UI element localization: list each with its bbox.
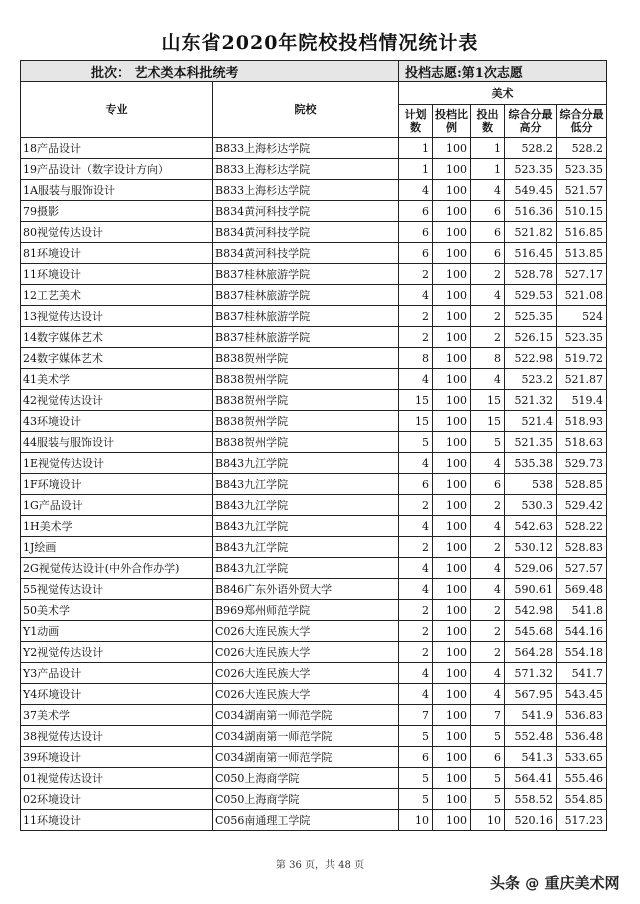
cell-min: 543.45: [557, 684, 607, 705]
cell-major: 19产品设计（数字设计方向）: [21, 159, 213, 180]
cell-max: 552.48: [505, 726, 557, 747]
header-row-1: [21, 82, 607, 105]
cell-out: 5: [471, 726, 505, 747]
table-row: [21, 621, 607, 642]
cell-out: 6: [471, 747, 505, 768]
cell-school: C026大连民族大学: [213, 663, 399, 684]
table-row: [21, 663, 607, 684]
cell-plan: 7: [399, 705, 433, 726]
batch-row: [21, 61, 607, 82]
cell-min: 533.65: [557, 747, 607, 768]
cell-ratio: 100: [433, 747, 471, 768]
cell-plan: 4: [399, 180, 433, 201]
table-row: [21, 474, 607, 495]
cell-ratio: 100: [433, 726, 471, 747]
cell-out: 6: [471, 474, 505, 495]
cell-major: 1G产品设计: [21, 495, 213, 516]
cell-min: 554.85: [557, 789, 607, 810]
cell-max: 522.98: [505, 348, 557, 369]
cell-max: 535.38: [505, 453, 557, 474]
cell-min: 521.57: [557, 180, 607, 201]
cell-major: 39环境设计: [21, 747, 213, 768]
cell-school: B838贺州学院: [213, 432, 399, 453]
cell-min: 554.18: [557, 642, 607, 663]
cell-min: 555.46: [557, 768, 607, 789]
cell-plan: 5: [399, 726, 433, 747]
cell-major: 79摄影: [21, 201, 213, 222]
cell-min: 536.83: [557, 705, 607, 726]
cell-max: 541.9: [505, 705, 557, 726]
cell-plan: 2: [399, 621, 433, 642]
cell-out: 5: [471, 789, 505, 810]
cell-ratio: 100: [433, 495, 471, 516]
cell-min: 541.8: [557, 600, 607, 621]
cell-plan: 15: [399, 390, 433, 411]
cell-ratio: 100: [433, 600, 471, 621]
cell-out: 5: [471, 432, 505, 453]
cell-ratio: 100: [433, 663, 471, 684]
cell-ratio: 100: [433, 705, 471, 726]
cell-max: 520.16: [505, 810, 557, 831]
cell-plan: 6: [399, 243, 433, 264]
cell-min: 528.85: [557, 474, 607, 495]
cell-min: 527.17: [557, 264, 607, 285]
cell-ratio: 100: [433, 285, 471, 306]
table-row: [21, 243, 607, 264]
cell-major: 1J绘画: [21, 537, 213, 558]
cell-major: 1E视觉传达设计: [21, 453, 213, 474]
cell-out: 4: [471, 558, 505, 579]
cell-out: 1: [471, 138, 505, 159]
cell-school: B833上海杉达学院: [213, 159, 399, 180]
cell-ratio: 100: [433, 201, 471, 222]
cell-min: 510.15: [557, 201, 607, 222]
cell-ratio: 100: [433, 516, 471, 537]
table-row: [21, 684, 607, 705]
cell-min: 518.63: [557, 432, 607, 453]
table-row: [21, 369, 607, 390]
cell-ratio: 100: [433, 327, 471, 348]
cell-plan: 2: [399, 600, 433, 621]
cell-major: 1A服装与服饰设计: [21, 180, 213, 201]
header-ratio: 投档比例: [433, 105, 471, 138]
cell-max: 526.15: [505, 327, 557, 348]
cell-min: 527.57: [557, 558, 607, 579]
cell-max: 530.3: [505, 495, 557, 516]
table-row: [21, 705, 607, 726]
table-row: [21, 558, 607, 579]
table-row: [21, 264, 607, 285]
cell-out: 8: [471, 348, 505, 369]
header-max: 综合分最高分: [505, 105, 557, 138]
table-row: [21, 579, 607, 600]
cell-max: 516.36: [505, 201, 557, 222]
cell-school: B846广东外语外贸大学: [213, 579, 399, 600]
header-major: 专业: [21, 82, 213, 138]
cell-min: 521.87: [557, 369, 607, 390]
cell-max: 516.45: [505, 243, 557, 264]
cell-max: 542.63: [505, 516, 557, 537]
cell-out: 6: [471, 222, 505, 243]
cell-major: 12工艺美术: [21, 285, 213, 306]
table-row: [21, 159, 607, 180]
cell-out: 4: [471, 285, 505, 306]
cell-plan: 6: [399, 222, 433, 243]
cell-max: 528.78: [505, 264, 557, 285]
cell-out: 4: [471, 663, 505, 684]
cell-plan: 2: [399, 537, 433, 558]
cell-plan: 4: [399, 285, 433, 306]
table-row: [21, 516, 607, 537]
cell-ratio: 100: [433, 411, 471, 432]
table-row: [21, 138, 607, 159]
cell-out: 4: [471, 369, 505, 390]
cell-major: 13视觉传达设计: [21, 306, 213, 327]
cell-major: 80视觉传达设计: [21, 222, 213, 243]
table-row: [21, 768, 607, 789]
cell-ratio: 100: [433, 621, 471, 642]
cell-ratio: 100: [433, 390, 471, 411]
watermark-prefix: 头条: [490, 874, 521, 892]
cell-plan: 8: [399, 348, 433, 369]
cell-min: 516.85: [557, 222, 607, 243]
watermark: [490, 872, 620, 893]
cell-school: B837桂林旅游学院: [213, 264, 399, 285]
cell-out: 15: [471, 411, 505, 432]
cell-out: 4: [471, 684, 505, 705]
cell-major: 81环境设计: [21, 243, 213, 264]
cell-max: 558.52: [505, 789, 557, 810]
cell-out: 4: [471, 516, 505, 537]
cell-out: 2: [471, 306, 505, 327]
cell-min: 544.16: [557, 621, 607, 642]
cell-school: C026大连民族大学: [213, 684, 399, 705]
cell-plan: 1: [399, 159, 433, 180]
cell-plan: 4: [399, 453, 433, 474]
cell-ratio: 100: [433, 789, 471, 810]
cell-school: C034湖南第一师范学院: [213, 705, 399, 726]
cell-min: 523.35: [557, 159, 607, 180]
cell-school: C026大连民族大学: [213, 621, 399, 642]
header-min: 综合分最低分: [557, 105, 607, 138]
cell-out: 2: [471, 621, 505, 642]
cell-school: B838贺州学院: [213, 390, 399, 411]
cell-ratio: 100: [433, 432, 471, 453]
cell-min: 536.48: [557, 726, 607, 747]
cell-school: C056南通理工学院: [213, 810, 399, 831]
cell-ratio: 100: [433, 243, 471, 264]
cell-school: B837桂林旅游学院: [213, 285, 399, 306]
cell-min: 518.93: [557, 411, 607, 432]
cell-plan: 6: [399, 201, 433, 222]
cell-major: 44服装与服饰设计: [21, 432, 213, 453]
cell-school: C026大连民族大学: [213, 642, 399, 663]
cell-out: 1: [471, 159, 505, 180]
cell-out: 15: [471, 390, 505, 411]
cell-max: 521.4: [505, 411, 557, 432]
cell-min: 528.2: [557, 138, 607, 159]
table-row: [21, 642, 607, 663]
volunteer-label: 投档志愿:第1次志愿: [399, 61, 607, 82]
cell-max: 521.82: [505, 222, 557, 243]
cell-school: B833上海杉达学院: [213, 180, 399, 201]
table-row: [21, 285, 607, 306]
cell-max: 542.98: [505, 600, 557, 621]
cell-school: B843九江学院: [213, 474, 399, 495]
cell-ratio: 100: [433, 642, 471, 663]
cell-max: 564.28: [505, 642, 557, 663]
cell-out: 2: [471, 327, 505, 348]
cell-ratio: 100: [433, 453, 471, 474]
cell-major: 01视觉传达设计: [21, 768, 213, 789]
cell-plan: 5: [399, 789, 433, 810]
cell-school: C034湖南第一师范学院: [213, 747, 399, 768]
cell-max: 541.3: [505, 747, 557, 768]
cell-plan: 6: [399, 474, 433, 495]
cell-school: B843九江学院: [213, 495, 399, 516]
table-row: [21, 453, 607, 474]
cell-school: B834黄河科技学院: [213, 243, 399, 264]
cell-school: C050上海商学院: [213, 789, 399, 810]
cell-ratio: 100: [433, 579, 471, 600]
cell-school: B843九江学院: [213, 453, 399, 474]
table-row: [21, 222, 607, 243]
cell-ratio: 100: [433, 810, 471, 831]
cell-min: 528.22: [557, 516, 607, 537]
cell-out: 5: [471, 768, 505, 789]
cell-max: 530.12: [505, 537, 557, 558]
cell-max: 529.53: [505, 285, 557, 306]
cell-major: Y4环境设计: [21, 684, 213, 705]
table-row: [21, 600, 607, 621]
cell-min: 569.48: [557, 579, 607, 600]
cell-max: 529.06: [505, 558, 557, 579]
table-body: [21, 138, 607, 831]
cell-school: B843九江学院: [213, 537, 399, 558]
cell-max: 521.35: [505, 432, 557, 453]
cell-plan: 2: [399, 642, 433, 663]
cell-ratio: 100: [433, 369, 471, 390]
cell-major: 11环境设计: [21, 264, 213, 285]
score-table: [20, 60, 607, 831]
cell-out: 6: [471, 243, 505, 264]
cell-plan: 4: [399, 558, 433, 579]
cell-max: 571.32: [505, 663, 557, 684]
page-footer: 第 36 页，共 48 页: [275, 860, 365, 871]
table-row: [21, 390, 607, 411]
cell-max: 549.45: [505, 180, 557, 201]
table-row: [21, 537, 607, 558]
table-row: [21, 726, 607, 747]
cell-school: B837桂林旅游学院: [213, 306, 399, 327]
cell-min: 541.7: [557, 663, 607, 684]
cell-plan: 2: [399, 327, 433, 348]
table-row: [21, 327, 607, 348]
cell-plan: 5: [399, 432, 433, 453]
cell-ratio: 100: [433, 264, 471, 285]
cell-out: 7: [471, 705, 505, 726]
cell-ratio: 100: [433, 159, 471, 180]
cell-max: 567.95: [505, 684, 557, 705]
watermark-at: @: [525, 876, 540, 892]
cell-out: 2: [471, 537, 505, 558]
cell-ratio: 100: [433, 138, 471, 159]
cell-major: 55视觉传达设计: [21, 579, 213, 600]
cell-ratio: 100: [433, 222, 471, 243]
cell-max: 528.2: [505, 138, 557, 159]
table-row: [21, 495, 607, 516]
cell-min: 521.08: [557, 285, 607, 306]
cell-school: B837桂林旅游学院: [213, 327, 399, 348]
cell-min: 513.85: [557, 243, 607, 264]
page-title: 山东省2020年院校投档情况统计表: [161, 32, 479, 54]
cell-school: B843九江学院: [213, 516, 399, 537]
cell-min: 524: [557, 306, 607, 327]
cell-min: 519.72: [557, 348, 607, 369]
cell-max: 538: [505, 474, 557, 495]
cell-plan: 6: [399, 747, 433, 768]
cell-school: C050上海商学院: [213, 768, 399, 789]
cell-plan: 5: [399, 768, 433, 789]
cell-out: 4: [471, 579, 505, 600]
cell-out: 10: [471, 810, 505, 831]
cell-major: 1H美术学: [21, 516, 213, 537]
table-row: [21, 180, 607, 201]
cell-out: 6: [471, 201, 505, 222]
cell-min: 517.23: [557, 810, 607, 831]
cell-major: 02环境设计: [21, 789, 213, 810]
cell-max: 564.41: [505, 768, 557, 789]
table-row: [21, 747, 607, 768]
cell-ratio: 100: [433, 306, 471, 327]
cell-ratio: 100: [433, 180, 471, 201]
cell-plan: 10: [399, 810, 433, 831]
cell-major: 2G视觉传达设计(中外合作办学): [21, 558, 213, 579]
cell-out: 2: [471, 495, 505, 516]
cell-school: B838贺州学院: [213, 348, 399, 369]
table-row: [21, 810, 607, 831]
cell-plan: 4: [399, 663, 433, 684]
cell-plan: 2: [399, 306, 433, 327]
cell-major: 37美术学: [21, 705, 213, 726]
cell-max: 523.35: [505, 159, 557, 180]
header-school: 院校: [213, 82, 399, 138]
cell-school: B834黄河科技学院: [213, 222, 399, 243]
cell-max: 525.35: [505, 306, 557, 327]
cell-major: Y2视觉传达设计: [21, 642, 213, 663]
cell-out: 2: [471, 600, 505, 621]
cell-major: 50美术学: [21, 600, 213, 621]
cell-out: 4: [471, 453, 505, 474]
cell-major: 24数字媒体艺术: [21, 348, 213, 369]
cell-plan: 4: [399, 369, 433, 390]
header-out: 投出数: [471, 105, 505, 138]
table-row: [21, 432, 607, 453]
cell-major: Y3产品设计: [21, 663, 213, 684]
cell-major: 42视觉传达设计: [21, 390, 213, 411]
cell-max: 545.68: [505, 621, 557, 642]
cell-out: 2: [471, 642, 505, 663]
cell-school: B843九江学院: [213, 558, 399, 579]
cell-school: B838贺州学院: [213, 369, 399, 390]
cell-ratio: 100: [433, 558, 471, 579]
cell-min: 529.73: [557, 453, 607, 474]
cell-ratio: 100: [433, 684, 471, 705]
cell-max: 521.32: [505, 390, 557, 411]
cell-school: B838贺州学院: [213, 411, 399, 432]
cell-max: 523.2: [505, 369, 557, 390]
cell-min: 523.35: [557, 327, 607, 348]
table-row: [21, 789, 607, 810]
cell-major: 11环境设计: [21, 810, 213, 831]
cell-min: 528.83: [557, 537, 607, 558]
table-row: [21, 306, 607, 327]
cell-school: B833上海杉达学院: [213, 138, 399, 159]
cell-plan: 2: [399, 264, 433, 285]
cell-major: 14数字媒体艺术: [21, 327, 213, 348]
watermark-name: 重庆美术网: [544, 874, 620, 892]
header-group-art: 美术: [399, 82, 607, 105]
cell-school: B969郑州师范学院: [213, 600, 399, 621]
cell-ratio: 100: [433, 348, 471, 369]
cell-major: 41美术学: [21, 369, 213, 390]
cell-major: 43环境设计: [21, 411, 213, 432]
header-plan: 计划数: [399, 105, 433, 138]
cell-school: B834黄河科技学院: [213, 201, 399, 222]
cell-ratio: 100: [433, 537, 471, 558]
cell-plan: 4: [399, 579, 433, 600]
cell-major: 38视觉传达设计: [21, 726, 213, 747]
table-row: [21, 411, 607, 432]
cell-out: 2: [471, 264, 505, 285]
cell-major: Y1动画: [21, 621, 213, 642]
cell-out: 4: [471, 180, 505, 201]
cell-plan: 15: [399, 411, 433, 432]
cell-school: C034湖南第一师范学院: [213, 726, 399, 747]
cell-plan: 1: [399, 138, 433, 159]
cell-major: 18产品设计: [21, 138, 213, 159]
cell-major: 1F环境设计: [21, 474, 213, 495]
cell-plan: 4: [399, 684, 433, 705]
cell-min: 519.4: [557, 390, 607, 411]
cell-ratio: 100: [433, 474, 471, 495]
cell-ratio: 100: [433, 768, 471, 789]
table-row: [21, 348, 607, 369]
table-row: [21, 201, 607, 222]
batch-label: 批次： 艺术类本科批统考: [21, 61, 399, 82]
cell-max: 590.61: [505, 579, 557, 600]
cell-plan: 2: [399, 495, 433, 516]
cell-min: 529.42: [557, 495, 607, 516]
cell-plan: 4: [399, 516, 433, 537]
